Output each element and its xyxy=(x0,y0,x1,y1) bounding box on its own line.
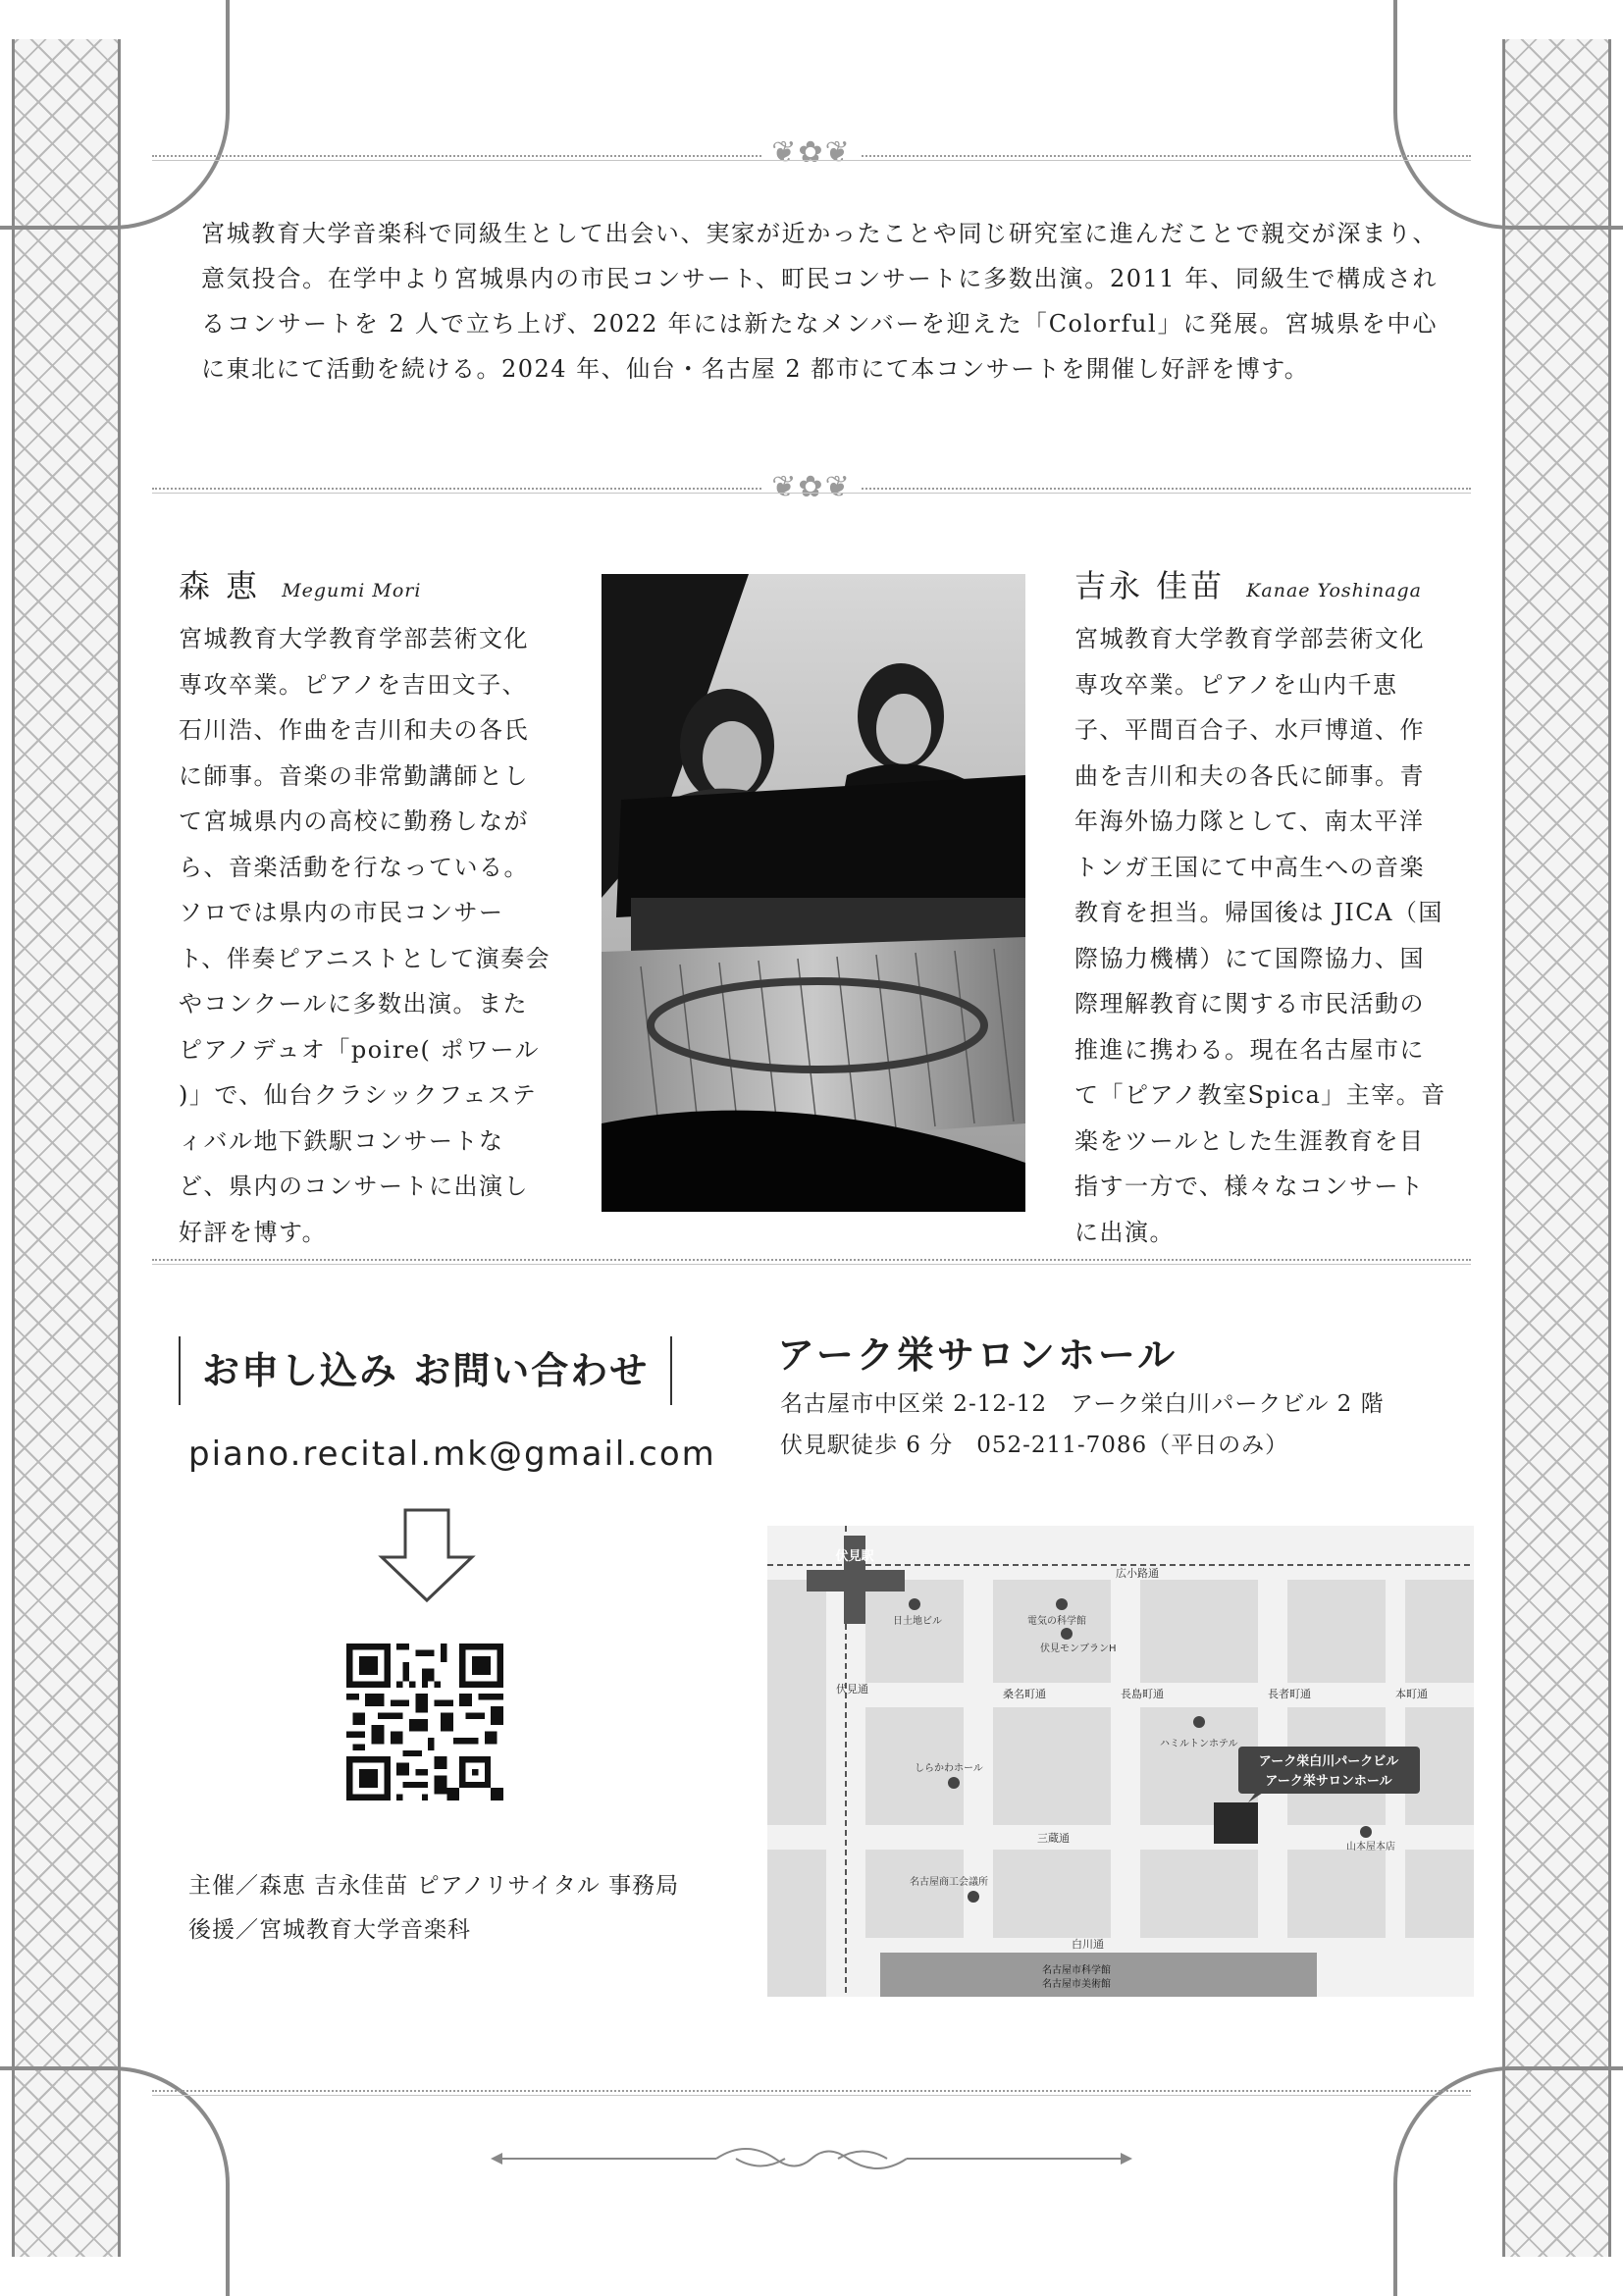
right-ornamental-border xyxy=(1502,39,1611,2257)
flourish-ornament-icon: ❦✿❦ xyxy=(761,470,861,504)
street-label: 伏見通 xyxy=(836,1683,868,1696)
corner-ornament-bottom-right xyxy=(1393,2066,1623,2296)
credits xyxy=(188,1864,679,1953)
flourish-ornament-icon: ❦✿❦ xyxy=(761,135,861,170)
landmark-label: 山本屋本店 xyxy=(1346,1842,1395,1852)
venue-name: アーク栄サロンホール xyxy=(777,1332,1178,1377)
bottom-divider xyxy=(152,2090,1471,2092)
performer-mori xyxy=(179,561,551,1255)
street-label: 長者町通 xyxy=(1268,1688,1311,1700)
map-callout-line2: アーク栄サロンホール xyxy=(1265,1774,1392,1789)
section-divider xyxy=(152,1259,1471,1261)
corner-ornament-bottom-left xyxy=(0,2066,230,2296)
organizer-text: 主催／森恵 吉永佳苗 ピアノリサイタル 事務局 xyxy=(188,1873,680,1899)
landmark-label: しらかわホール xyxy=(915,1763,983,1774)
landmark-label: 伏見モンブランH xyxy=(1040,1644,1117,1654)
map-station-label: 伏見駅 xyxy=(835,1549,874,1564)
landmark-label: 名古屋市美術館 xyxy=(1042,1979,1111,1990)
venue-access: 伏見駅徒歩 6 分 052-211-7086（平日のみ） xyxy=(780,1433,1289,1458)
corner-ornament-top-left xyxy=(0,0,230,230)
bottom-flourish-icon xyxy=(491,2139,1132,2178)
performer-name-en: Megumi Mori xyxy=(282,580,422,601)
landmark-label: 名古屋市科学館 xyxy=(1042,1965,1111,1976)
performer-name-jp: 森 恵 xyxy=(179,567,261,604)
venue-marker[interactable] xyxy=(1214,1802,1258,1844)
qr-code[interactable] xyxy=(346,1644,503,1800)
contact-email[interactable]: piano.recital.mk@gmail.com xyxy=(188,1435,716,1474)
street-label: 本町通 xyxy=(1395,1688,1428,1700)
venue-address: 名古屋市中区栄 2-12-12 アーク栄白川パークビル 2 階 xyxy=(780,1391,1385,1417)
performer-name-jp: 吉永 佳苗 xyxy=(1074,567,1226,604)
street-label: 長島町通 xyxy=(1121,1688,1164,1700)
performer-bio: 宮城教育大学教育学部芸術文化専攻卒業。ピアノを吉田文子、石川浩、作曲を吉川和夫の各氏に師事。音楽の非常勤講師として宮城県内の高校に勤務しながら、音楽活動を行なっている。ソロでは県内の市民コンサート、伴奏ピアニストとして演奏会やコンクールに多数出演。またピアノデュオ「poire( ポワール )」で、仙台クラシックフェスティバル地下鉄駅コンサートなど、県内のコンサートに出演し好評を博す。 xyxy=(179,625,551,1246)
map-callout-line1: アーク栄白川パークビル xyxy=(1258,1754,1399,1769)
contact-heading: お申し込み お問い合わせ xyxy=(179,1336,672,1405)
venue-details xyxy=(780,1383,1385,1466)
down-arrow-icon xyxy=(378,1506,476,1604)
performer-yoshinaga xyxy=(1074,561,1447,1255)
landmark-label: 名古屋商工会議所 xyxy=(910,1877,988,1888)
landmark-label: 日土地ビル xyxy=(893,1616,942,1627)
landmark-label: ハミルトンホテル xyxy=(1160,1739,1238,1749)
section-divider xyxy=(152,470,1471,504)
top-divider xyxy=(152,135,1471,170)
street-label: 白川通 xyxy=(1072,1938,1104,1951)
performer-name-en: Kanae Yoshinaga xyxy=(1246,580,1423,601)
street-label: 桑名町通 xyxy=(1003,1688,1046,1700)
performers-piano-photo xyxy=(602,574,1025,1212)
group-intro-text: 宮城教育大学音楽科で同級生として出会い、実家が近かったことや同じ研究室に進んだことで親交が深まり、意気投合。在学中より宮城県内の市民コンサート、町民コンサートに多数出演。2011 年、同級生で構成されるコンサートを 2 人で立ち上げ、2022 年には新たなメンバーを迎えた「Colorful」に発展。宮城県を中心に東北にて活動を続ける。2024 年、仙台・名古屋 2 都市にて本コンサートを開催し好評を博す。 xyxy=(201,220,1438,383)
venue-map[interactable] xyxy=(767,1526,1474,1997)
landmark-label: 電気の科学館 xyxy=(1027,1616,1086,1627)
street-label: 三蔵通 xyxy=(1037,1832,1070,1845)
support-text: 後援／宮城教育大学音楽科 xyxy=(188,1917,471,1943)
performer-bio: 宮城教育大学教育学部芸術文化専攻卒業。ピアノを山内千恵子、平間百合子、水戸博道、作曲を吉川和夫の各氏に師事。青年海外協力隊として、南太平洋トンガ王国にて中高生への音楽教育を担当。帰国後は JICA（国際協力機構）にて国際協力、国際理解教育に関する市民活動の推進に携わる。現在名古屋市にて「ピアノ教室Spica」主宰。音楽をツールとした生涯教育を目指す一方で、様々なコンサートに出演。 xyxy=(1074,625,1446,1246)
street-label: 広小路通 xyxy=(1116,1567,1159,1580)
corner-ornament-top-right xyxy=(1393,0,1623,230)
left-ornamental-border xyxy=(12,39,121,2257)
